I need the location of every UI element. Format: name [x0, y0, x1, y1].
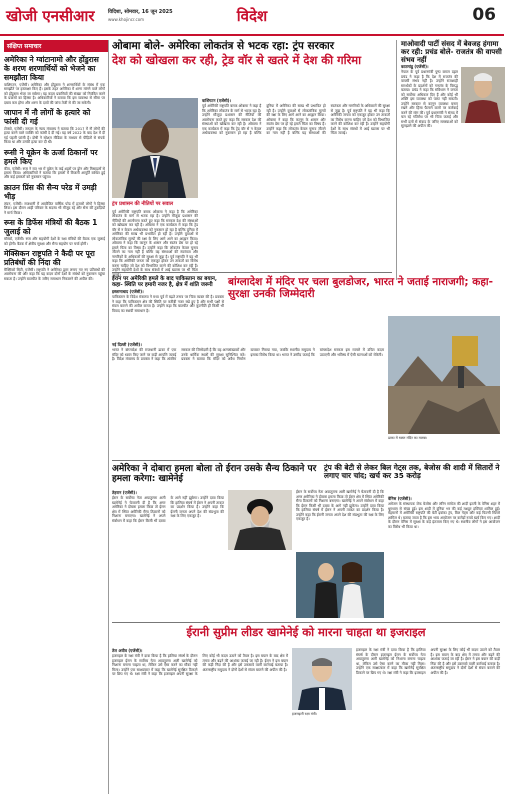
- bangladesh-body-block: [112, 342, 384, 460]
- brief-item: [4, 148, 108, 180]
- iran-headline: अमेरिका ने दोबारा हमला बोला तो ईरान उसके सैन्य ठिकाने पर हमला करेगा: खामेनेई: [112, 464, 317, 485]
- lead-byline: वाशिंगटन (एजेंसी)।: [202, 98, 231, 103]
- couple-image: [296, 552, 384, 618]
- brief-body: टोक्यो, एजेंसी। जापान के न्याय मंत्रालय ने बताया कि 2017 में नौ लोगों की हत्या करने वाले व्यक्ति को फांसी दे दी गई। यह वर्ष 2022 के बाद देश में दी गई पहली फांसी है। दोषी ने सोशल मीडिया के माध्यम से पीड़ितों से संपर्क किया था और उनकी हत्या कर दी थी।: [4, 127, 105, 145]
- iran-headline-block: [112, 464, 320, 486]
- iran-body-continued: ईरान के सर्वोच्च नेता अयातुल्ला अली खामेनेई ने चेतावनी दी है कि अगर अमेरिका ने दोबारा हमला किया तो ईरान क्षेत्र में स्थित अमेरिकी सैन्य ठिकानों को निशाना बनाएगा। खामेनेई ने अपने संबोधन में कहा कि ईरान किसी भी दबाव के आगे नहीं झुकेगा। उन्होंने दावा किया कि हालिया संघर्ष में ईरान ने अपनी ताकत का प्रदर्शन किया है। उन्होंने कहा कि ईरानी जनता अपने देश की संप्रभुता की रक्षा के लिए एकजुट है।: [296, 490, 384, 521]
- iran-body: ईरान के सर्वोच्च नेता अयातुल्ला अली खामेनेई ने चेतावनी दी है कि अगर अमेरिका ने दोबारा हमला किया तो ईरान क्षेत्र में स्थित अमेरिकी सैन्य ठिकानों को निशाना बनाएगा। खामेनेई ने अपने संबोधन में कहा कि ईरान किसी भी दबाव के आगे नहीं झुकेगा। उन्होंने दावा किया कि हालिया संघर्ष में ईरान ने अपनी ताकत का प्रदर्शन किया है। उन्होंने कहा कि ईरानी जनता अपने देश की संप्रभुता की रक्षा के लिए एकजुट है।: [112, 496, 224, 523]
- website-text: www.khojincr.com: [108, 17, 145, 22]
- divider: [112, 272, 392, 273]
- iran-photo: [228, 490, 292, 550]
- brief-body: लंदन, एजेंसी। राजधानी में आयोजित वार्षिक परेड में हजारों लोगों ने हिस्सा लिया। इस दौरान शाही परिवार के सदस्य भी मौजूद रहे और सेना की टुकड़ियों ने मार्च किया।: [4, 201, 105, 215]
- brand-logo: खोजी एनसीआर: [6, 7, 95, 25]
- wedding-headline: ट्रंप की बेटी से लेकर बिल गेट्स तक, बेजोस की शादी में सितारों ने लगाए चार चांद; खर्च कर 35 करोड़: [324, 463, 500, 481]
- brief-headline: जापान में नौ लोगों के हत्यारे को फांसी दी गई: [4, 108, 91, 127]
- divider: [112, 460, 500, 461]
- right-top-photo: [461, 67, 505, 123]
- brief-header: संक्षिप्त समाचार: [4, 40, 108, 52]
- bottom-headline: ईरानी सुप्रीम लीडर खामेनेई को मारना चाहता था इजराइल: [186, 625, 426, 639]
- bottom-body-continued: इजराइल के रक्षा मंत्री ने दावा किया है कि हालिया संघर्ष के दौरान इजराइल ईरान के सर्वोच्च नेता अयातुल्ला अली खामेनेई को निशाना बनाना चाहता था, लेकिन उसे ऐसा करने का मौका नहीं मिला। उन्होंने एक साक्षात्कार में कहा कि खामेनेई सुरक्षित ठिकाने पर छिप गए थे। रक्षा मंत्री ने कहा कि इजराइल अपनी सुरक्षा के लिए कोई भी कदम उठाने को तैयार है। इस बयान के बाद क्षेत्र में तनाव और बढ़ने की आशंका जताई जा रही है। ईरान ने इस बयान की कड़ी निंदा की है और इसे उकसावे वाली कार्रवाई बताया है। अंतरराष्ट्रीय समुदाय ने दोनों देशों से संयम बरतने की अपील की है।: [356, 648, 500, 675]
- minister-image: [292, 648, 352, 710]
- brief-item: [4, 183, 108, 215]
- right-top-story: [396, 40, 505, 280]
- cleric-image: [228, 490, 292, 550]
- wedding-byline: वेनिस (एजेंसी)।: [388, 496, 412, 501]
- brief-item: [4, 55, 108, 105]
- lead-photo: [112, 98, 198, 198]
- wedding-headline-block: [324, 464, 500, 494]
- bangladesh-byline: नई दिल्ली (एजेंसी)।: [112, 342, 142, 347]
- bottom-body: इजराइल के रक्षा मंत्री ने दावा किया है कि हालिया संघर्ष के दौरान इजराइल ईरान के सर्वोच्च नेता अयातुल्ला अली खामेनेई को निशाना बनाना चाहता था, लेकिन उसे ऐसा करने का मौका नहीं मिला। उन्होंने एक साक्षात्कार में कहा कि खामेनेई सुरक्षित ठिकाने पर छिप गए थे। रक्षा मंत्री ने कहा कि इजराइल अपनी सुरक्षा के लिए कोई भी कदम उठाने को तैयार है। इस बयान के बाद क्षेत्र में तनाव और बढ़ने की आशंका जताई जा रही है। ईरान ने इस बयान की कड़ी निंदा की है और इसे उकसावे वाली कार्रवाई बताया है। अंतरराष्ट्रीय समुदाय ने दोनों देशों से संयम बरतने की अपील की है।: [112, 654, 288, 676]
- wedding-photo: [296, 552, 384, 618]
- lead-body-block: [202, 98, 390, 268]
- politician-image: [461, 67, 505, 123]
- bangladesh-body: भारत ने बांग्लादेश की राजधानी ढाका में एक मंदिर को ध्वस्त किए जाने पर कड़ी आपत्ति जताई है। विदेश मंत्रालय के प्रवक्ता ने कहा कि अंतरिम सरकार की जिम्मेदारी है कि वह अल्पसंख्यकों और उनके धार्मिक स्थलों की सुरक्षा सुनिश्चित करे। प्रवक्ता ने बताया कि मंदिर को अवैध निर्माण बताकर गिराया गया, जबकि स्थानीय समुदाय ने इसका विरोध किया था। भारत ने उम्मीद जताई कि बांग्लादेश सरकार इस मामले में उचित कदम उठाएगी और भविष्य में ऐसी घटनाओं को रोकेगी।: [112, 348, 384, 361]
- wedding-body-block: [388, 496, 500, 618]
- lead-body: पूर्व अमेरिकी राष्ट्रपति बराक ओबामा ने कहा है कि अमेरिका लोकतंत्र के मार्ग से भटक रहा है। उन्होंने मौजूदा प्रशासन की नीतियों की आलोचना करते हुए कहा कि सरकार देश की संस्थाओं को खोखला कर रही है। ओबामा ने एक कार्यक्रम में कहा कि ट्रेड वॉर से न केवल अर्थव्यवस्था को नुकसान हो रहा है बल्कि दुनिया में अमेरिका की साख भी प्रभावित हो रही है। उन्होंने युवाओं से लोकतांत्रिक मूल्यों की रक्षा के लिए आगे आने का आह्वान किया। ओबामा ने कहा कि कानून के शासन और स्वतंत्र प्रेस पर हो रहे हमले चिंता का विषय हैं। उन्होंने कहा कि लोकतंत्र केवल चुनाव जीतने का नाम नहीं है बल्कि यह संस्थाओं की स्वतंत्रता और नागरिकों के अधिकारों की सुरक्षा से जुड़ा है। पूर्व राष्ट्रपति ने यह भी कहा कि अमेरिकी जनता को एकजुट होकर उन ताकतों का विरोध करना चाहिए जो देश को विभाजित करने की कोशिश कर रही हैं। उन्होंने सहयोगी देशों के साथ संबंधों में आई खटास पर भी चिंता जताई।: [202, 104, 390, 135]
- iran-byline: तेहरान (एजेंसी)।: [112, 490, 137, 495]
- brief-item: [4, 218, 108, 246]
- speaker-image: [112, 98, 198, 198]
- masthead: [0, 0, 504, 36]
- page-number: 06: [472, 5, 496, 25]
- lead-body-block-left: [112, 201, 198, 277]
- bangladesh-caption: ढाका में ध्वस्त मंदिर का मलबा।: [388, 436, 428, 440]
- brief-headline: क्राउन प्रिंस की सैन्य परेड में उमड़ी भीड़: [4, 182, 97, 201]
- pakistan-byline: इस्लामाबाद (एजेंसी)।: [112, 289, 144, 295]
- brief-item: [4, 108, 108, 145]
- right-top-body: नेपाल के पूर्व प्रधानमंत्री पुष्प कमल दहल प्रचंड ने कहा है कि देश में राजतंत्र की वापसी संभव नहीं है। उन्होंने राजशाही समर्थकों के प्रदर्शनों को गणतंत्र के विरुद्ध बताया। प्रचंड ने कहा कि संविधान ने जनता को सर्वोच्च अधिकार दिए हैं और कोई भी शक्ति इस व्यवस्था को पलट नहीं सकती। उन्होंने सरकार से कानून व्यवस्था बनाए रखने और हिंसा फैलाने वालों पर कार्रवाई करने की मांग की। पूर्व प्रधानमंत्री ने संसद में चल रहे गतिरोध पर भी चिंता जताई और सभी दलों से संवाद के जरिए समस्याओं को सुलझाने की अपील की।: [401, 70, 458, 129]
- bottom-headline-block: [112, 626, 500, 644]
- brief-headline: अमेरिका ने ग्वांटानामो और होंडुरास के शरण शरणार्थियों को भेजने का समझौता किया: [4, 55, 99, 82]
- pakistan-body: पाकिस्तान के विदेश मंत्रालय ने मध्य पूर्व में बढ़ते तनाव पर चिंता व्यक्त की है। प्रवक्ता ने कहा कि पाकिस्तान क्षेत्र की स्थिति पर करीबी नजर रखे हुए है और सभी पक्षों से संयम बरतने की अपील करता है। उन्होंने कहा कि बातचीत और कूटनीति ही किसी भी विवाद का स्थायी समाधान है।: [112, 295, 224, 313]
- pakistan-story: [112, 276, 224, 340]
- bottom-byline: तेल अवीव (एजेंसी)।: [112, 648, 143, 653]
- brief-body: कीव, एजेंसी। रूस ने रात भर में यूक्रेन के कई शहरों पर ड्रोन और मिसाइलों से हमला किया। अधिकारियों ने बताया कि हमलों में बिजली आपूर्ति बाधित हुई और कई इमारतों को नुकसान पहुंचा।: [4, 166, 105, 180]
- bangladesh-headline-block: [228, 276, 500, 312]
- bottom-body-block: [112, 648, 288, 796]
- brief-body: वाशिंगटन, एजेंसी। अमेरिका और होंडुरास ने शरणार्थियों के संबंध में एक समझौते पर हस्ताक्षर किए हैं। इसके तहत अमेरिका में शरण मांगने वाले लोगों को होंडुरास भेजा जा सकेगा। यह कदम प्रवासियों की संख्या को नियंत्रित करने के प्रयासों का हिस्सा है। अधिकारियों ने बताया कि इस व्यवस्था से सीमा पर दबाव कम होगा और शरण के दावों की जांच तेजी से की जा सकेगी।: [4, 83, 105, 105]
- brief-column: [4, 40, 109, 794]
- lead-subhead: ट्रंप प्रशासन की नीतियों पर सवाल: [112, 201, 174, 207]
- brief-headline: रूस के डिफेंस मंत्रियों की बैठक 1 जुलाई को: [4, 218, 98, 237]
- bangladesh-photo: [388, 316, 500, 434]
- wedding-body: अमेजन के संस्थापक जेफ बेजोस और लॉरेन सांचेज की शादी इटली के वेनिस शहर में धूमधाम से संपन्न हुई। इस शादी में दुनिया भर की कई मशहूर हस्तियां शामिल हुईं। मेहमानों में अमेरिकी राष्ट्रपति की बेटी इवांका ट्रंप, बिल गेट्स और कई फिल्मी सितारे शामिल थे। बताया जाता है कि इस भव्य आयोजन पर करोड़ों रुपये खर्च किए गए। शादी के दौरान वेनिस में सुरक्षा के कड़े इंतजाम किए गए थे। स्थानीय लोगों ने इस आयोजन का विरोध भी किया था।: [388, 502, 500, 529]
- bangladesh-headline: बांग्लादेश में मंदिर पर चला बुलडोजर, भारत ने जताई नाराजगी; कहा- सुरक्षा उनकी जिम्मेदारी: [228, 276, 493, 301]
- bottom-caption: इजराइली रक्षा मंत्री।: [292, 712, 317, 716]
- demolition-image: [388, 316, 500, 434]
- lead-headline-line2: देश को खोखला कर रही, ट्रेड वॉर से खतरे में देश की गरिमा: [112, 53, 362, 68]
- lead-headline-line1: ओबामा बोले- अमेरिका लोकतंत्र से भटक रहा: ट्रंप सरकार: [112, 40, 335, 52]
- lead-headline-block: [112, 40, 392, 96]
- date-line: विदिशा, सोमवार, 16 जून 2025: [108, 9, 173, 15]
- brief-body: मॉस्को, एजेंसी। रूस और सहयोगी देशों के रक्षा मंत्रियों की बैठक एक जुलाई को होगी। बैठक में क्षेत्रीय सुरक्षा और सैन्य सहयोग पर चर्चा होगी।: [4, 237, 105, 246]
- brief-headline: मेक्सिकन राष्ट्रपति ने कैदी पर पूरा प्रतिबंधों की निंदा की: [4, 248, 95, 267]
- section-title: विदेश: [236, 7, 268, 25]
- pakistan-headline: ईरान पर अमेरिकी हमले के बाद पाकिस्तान का बयान, कहा- स्थिति पर हमारी नजर है, क्षेत्र में शांति जरूरी: [112, 276, 217, 289]
- bottom-photo: [292, 648, 352, 710]
- right-top-headline: माओवादी पार्टी संसद में बेवजह हंगामा कर रही: प्रचंड बोले- राजतंत्र की वापसी संभव नहीं: [401, 40, 502, 65]
- brief-body: मैक्सिको सिटी, एजेंसी। राष्ट्रपति ने अमेरिका द्वारा लगाए गए नए प्रतिबंधों की आलोचना की और कहा कि यह कदम दोनों देशों के संबंधों को नुकसान पहुंचा सकता है। उन्होंने बातचीत के जरिए समाधान निकालने की अपील की।: [4, 267, 105, 281]
- bottom-body-block-right: [356, 648, 500, 796]
- brief-item: [4, 249, 108, 281]
- iran-body-block: [112, 490, 224, 618]
- right-top-byline: काठमांडू (एजेंसी)।: [401, 64, 429, 70]
- brief-headline: रूसी ने यूक्रेन के ऊर्जा ठिकानों पर हमले किए: [4, 147, 98, 166]
- divider: [112, 622, 500, 623]
- lead-body-continued: पूर्व अमेरिकी राष्ट्रपति बराक ओबामा ने कहा है कि अमेरिका लोकतंत्र के मार्ग से भटक रहा है। उन्होंने मौजूदा प्रशासन की नीतियों की आलोचना करते हुए कहा कि सरकार देश की संस्थाओं को खोखला कर रही है। ओबामा ने एक कार्यक्रम में कहा कि ट्रेड वॉर से न केवल अर्थव्यवस्था को नुकसान हो रहा है बल्कि दुनिया में अमेरिका की साख भी प्रभावित हो रही है। उन्होंने युवाओं से लोकतांत्रिक मूल्यों की रक्षा के लिए आगे आने का आह्वान किया। ओबामा ने कहा कि कानून के शासन और स्वतंत्र प्रेस पर हो रहे हमले चिंता का विषय हैं। उन्होंने कहा कि लोकतंत्र केवल चुनाव जीतने का नाम नहीं है बल्कि यह संस्थाओं की स्वतंत्रता और नागरिकों के अधिकारों की सुरक्षा से जुड़ा है। पूर्व राष्ट्रपति ने यह भी कहा कि अमेरिकी जनता को एकजुट होकर उन ताकतों का विरोध करना चाहिए जो देश को विभाजित करने की कोशिश कर रही हैं। उन्होंने सहयोगी देशों के साथ संबंधों में आई खटास पर भी चिंता जताई।: [112, 209, 198, 277]
